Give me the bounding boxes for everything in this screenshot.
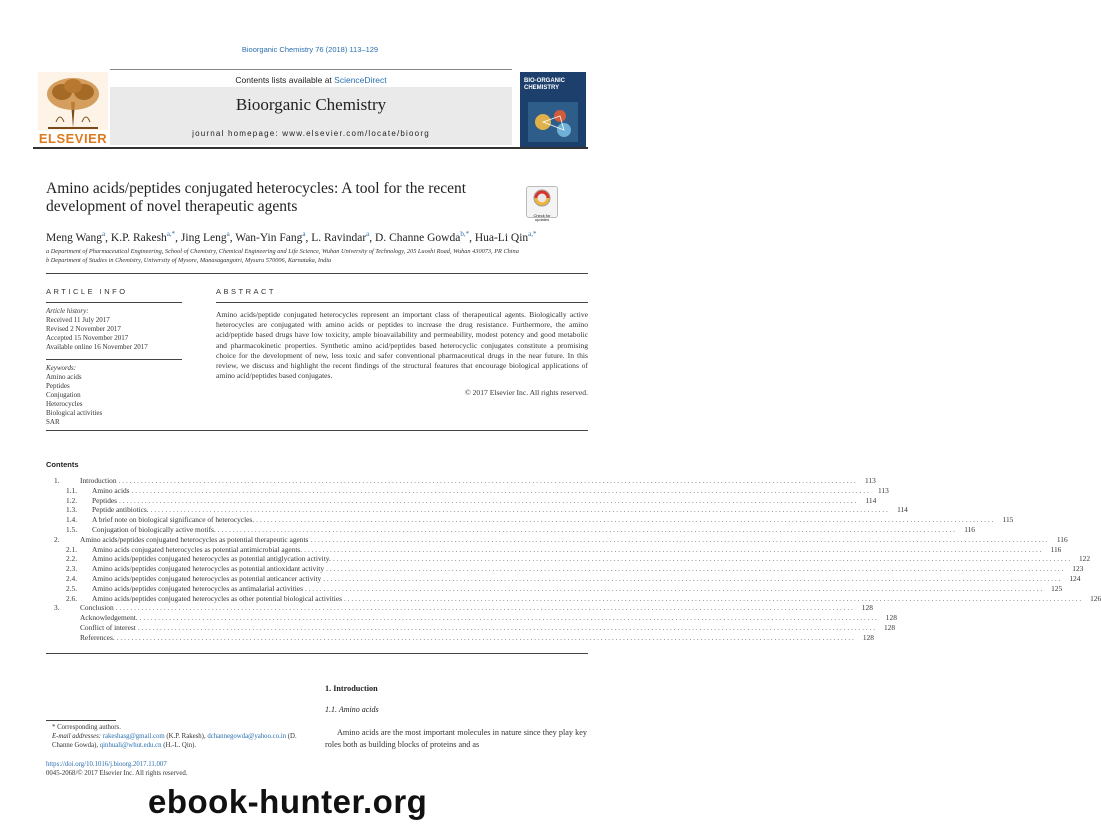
- keyword: SAR: [46, 418, 60, 426]
- toc-label: Conjugation of biologically active motifs.: [92, 524, 216, 534]
- email-label: E-mail addresses:: [52, 733, 103, 740]
- doi-block: [46, 760, 187, 778]
- toc-number: 2.1.: [66, 544, 78, 554]
- email-owner: (K.P. Rakesh),: [164, 733, 208, 740]
- toc-leader: . . . . . . . . . . . . . . . . . . . . . . . . . . . . . . . . . . . . . . . . . . . . . . . . . . . . . . . . . . . . . . . . . . . . . . . . . . . . . . . . . . . . . . . . . . . . . . . . . . . . . . . . . . . . . . . . . . . . . . . . . . . . . . . . . . . . . . . . . . . . . . . . . . . . . . . . . . . . . . . . . . . . . . . . . . . . . . . . . . . . . . . . . . . . . . . . . . . . . . . .: [119, 495, 857, 505]
- history-label: Article history:: [46, 307, 89, 315]
- toc-leader: . . . . . . . . . . . . . . . . . . . . . . . . . . . . . . . . . . . . . . . . . . . . . . . . . . . . . . . . . . . . . . . . . . . . . . . . . . . . . . . . . . . . . . . . . . . . . . . . . . . . . . . . . . . . . . . . . . . . . . . . . . . . . . . . . . . . . . . . . . . . . . . . . . . . . . . . . . . . . . . . . . . . . . . . . . . . . . . . . . . . . . . . . . . . . . . . . . . . . . . .: [137, 622, 876, 632]
- footnote-rule: [46, 720, 116, 721]
- amino-acids-subheading: 1.1. Amino acids: [325, 705, 379, 714]
- toc-leader: . . . . . . . . . . . . . . . . . . . . . . . . . . . . . . . . . . . . . . . . . . . . . . . . . . . . . . . . . . . . . . . . . . . . . . . . . . . . . . . . . . . . . . . . . . . . . . . . . . . . . . . . . . . . . . . . . . . . . . . . . . . . . . . . . . . . . . . . . . . . . . . . . . . . . . . . . . . . . . . . . . . . . . . . . . . . . . . . . . . . . . . . . . . . . . . . . . . . . . . .: [310, 534, 1048, 544]
- email-link[interactable]: dchannegowda@yahoo.co.in: [207, 733, 287, 740]
- watermark-text: ebook-hunter.org: [148, 783, 428, 820]
- issn-line: 0045-2068/© 2017 Elsevier Inc. All rights reserved.: [46, 770, 188, 777]
- toc-page-number: 128: [883, 622, 896, 632]
- keyword: Peptides: [46, 382, 70, 390]
- author-list: Meng Wang$^a$, K.P. Rakesh$^{a,*}$, Jing Leng$^a$, Wan-Yin Fang$^a$, L. Ravindar$^a$, D. Channe Gowda$^{b,*}$, Hua-Li Qin$^{a,*}$: [46, 230, 537, 244]
- footnote: [46, 723, 308, 750]
- journal-name: Bioorganic Chemistry: [235, 95, 387, 114]
- toc-leader: . . . . . . . . . . . . . . . . . . . . . . . . . . . . . . . . . . . . . . . . . . . . . . . . . . . . . . . . . . . . . . . . . . . . . . . . . . . . . . . . . . . . . . . . . . . . . . . . . . . . . . . . . . . . . . . . . . . . . . . . . . . . . . . . . . . . . . . . . . . . . . . . . . . . . . . . . . . . . . . . . . . . . . . . . . . . . . . . . . . . . . . . . . . . . . . . . . . . . . . .: [323, 573, 1061, 583]
- contents-available-line: [110, 75, 512, 85]
- toc-number: 2.5.: [66, 583, 78, 593]
- author[interactable]: Meng Wang$^a$: [46, 230, 106, 244]
- toc-number: 2.: [54, 534, 60, 544]
- crossmark-icon: [527, 187, 557, 209]
- abstract-rule: [216, 302, 588, 303]
- article-history: [46, 307, 186, 352]
- toc-label: Conclusion: [80, 603, 114, 613]
- toc-number: [54, 623, 80, 633]
- toc-label: Peptide antibiotics.: [92, 505, 149, 515]
- doi-link[interactable]: https://doi.org/10.1016/j.bioorg.2017.11.007: [46, 761, 167, 768]
- toc-entry[interactable]: [46, 603, 873, 613]
- toc-leader: . . . . . . . . . . . . . . . . . . . . . . . . . . . . . . . . . . . . . . . . . . . . . . . . . . . . . . . . . . . . . . . . . . . . . . . . . . . . . . . . . . . . . . . . . . . . . . . . . . . . . . . . . . . . . . . . . . . . . . . . . . . . . . . . . . . . . . . . . . . . . . . . . . . . . . . . . . . . . . . . . . . . . . . . . . . . . . . . . . . . . . . . . . . . . . . . . . . . . . . .: [217, 524, 955, 534]
- toc-number: 3.: [54, 603, 60, 613]
- header-top-rule: [110, 69, 512, 70]
- toc-label: A brief note on biological significance of heterocycles.: [92, 515, 255, 525]
- toc-entry[interactable]: [46, 515, 1014, 525]
- toc-entry[interactable]: [46, 485, 889, 496]
- toc-leader: . . . . . . . . . . . . . . . . . . . . . . . . . . . . . . . . . . . . . . . . . . . . . . . . . . . . . . . . . . . . . . . . . . . . . . . . . . . . . . . . . . . . . . . . . . . . . . . . . . . . . . . . . . . . . . . . . . . . . . . . . . . . . . . . . . . . . . . . . . . . . . . . . . . . . . . . . . . . . . . . . . . . . . . . . . . . . . . . . . . . . . . . . . . . . . . . . . . . . . . .: [304, 544, 1042, 554]
- abstract-copyright: © 2017 Elsevier Inc. All rights reserved.: [464, 388, 588, 397]
- abstract-text: Amino acids/peptide conjugated heterocycles represent an important class of therapeutical agents. Biologically active heterocycles are conjugated with amino acids or peptides to increase the drug resistance. Furthermore, the amino acid/peptide based drugs have low toxicity, ample bioavailability and permeability, modest potency and good metabolic and pharmacokinetic properties. Synthetic amino acid/peptides based heterocyclic conjugates constitute a promising choice for the development of new, less toxic and safer conventional pharmaceutical drugs in the near future. In this review, we discuss and highlight the recent findings of the structural features that encourage biological applications of amino acid/peptides based conjugates.: [216, 310, 588, 381]
- author[interactable]: L. Ravindar$^a$: [311, 230, 370, 244]
- sciencedirect-link[interactable]: ScienceDirect: [334, 75, 387, 85]
- keywords-label: Keywords:: [46, 364, 77, 372]
- toc-entry[interactable]: [46, 524, 975, 535]
- contents-prefix: Contents lists available at: [235, 75, 335, 85]
- toc-entry[interactable]: [46, 554, 1091, 564]
- toc-label: Acknowledgement.: [80, 613, 138, 623]
- history-revised: Revised 2 November 2017: [46, 325, 121, 333]
- keywords-rule: [46, 359, 182, 360]
- keyword: Heterocycles: [46, 400, 83, 408]
- toc-page-number: 128: [885, 613, 897, 623]
- toc-number: [54, 613, 80, 623]
- toc-leader: . . . . . . . . . . . . . . . . . . . . . . . . . . . . . . . . . . . . . . . . . . . . . . . . . . . . . . . . . . . . . . . . . . . . . . . . . . . . . . . . . . . . . . . . . . . . . . . . . . . . . . . . . . . . . . . . . . . . . . . . . . . . . . . . . . . . . . . . . . . . . . . . . . . . . . . . . . . . . . . . . . . . . . . . . . . . . . . . . . . . . . . . . . . . . . . . . . . . . . . .: [150, 505, 888, 515]
- toc-leader: . . . . . . . . . . . . . . . . . . . . . . . . . . . . . . . . . . . . . . . . . . . . . . . . . . . . . . . . . . . . . . . . . . . . . . . . . . . . . . . . . . . . . . . . . . . . . . . . . . . . . . . . . . . . . . . . . . . . . . . . . . . . . . . . . . . . . . . . . . . . . . . . . . . . . . . . . . . . . . . . . . . . . . . . . . . . . . . . . . . . . . . . . . . . . . . . . . . . . . . .: [118, 476, 856, 485]
- toc-page-number: 114: [865, 495, 877, 505]
- abstract-heading: ABSTRACT: [216, 287, 277, 296]
- toc-page-number: 123: [1072, 564, 1084, 574]
- toc-label: Amino acids/peptides conjugated heterocycles as potential therapeutic agents: [80, 534, 309, 544]
- toc-page-number: 126: [1090, 593, 1101, 603]
- toc-entry[interactable]: [46, 622, 896, 633]
- toc-number: [54, 633, 80, 643]
- author[interactable]: Jing Leng$^a$: [180, 230, 230, 244]
- keyword: Amino acids: [46, 373, 82, 381]
- toc-label: Amino acids/peptides conjugated heterocycles as potential anticancer activity: [92, 573, 322, 583]
- journal-homepage: [110, 129, 512, 138]
- toc-number: 2.4.: [66, 573, 78, 583]
- history-accepted: Accepted 15 November 2017: [46, 334, 129, 342]
- check-for-updates-button[interactable]: [526, 186, 558, 222]
- toc-number: 1.1.: [66, 485, 78, 495]
- affiliation-b: b Department of Studies in Chemistry, University of Mysore, Manasagangotri, Mysuru 570006, Karnataka, India: [46, 256, 332, 264]
- toc-label: Amino acids/peptides conjugated heterocycles as antimalarial activities: [92, 583, 303, 593]
- toc-label: Amino acids: [92, 485, 130, 495]
- toc-label: Introduction: [80, 476, 117, 485]
- toc-label: Amino acids/peptides conjugated heterocycles as potential antiglycation activity.: [92, 554, 331, 564]
- toc-entry[interactable]: [46, 544, 1062, 555]
- keyword: Biological activities: [46, 409, 103, 417]
- affiliation-rule: [46, 273, 588, 274]
- toc-entry[interactable]: [46, 505, 908, 515]
- keywords: [46, 364, 186, 427]
- introduction-paragraph: Amino acids are the most important molecules in nature since they play key roles both as building blocks of proteins and as: [325, 728, 587, 749]
- toc-page-number: 125: [1051, 583, 1063, 593]
- history-received: Received 11 July 2017: [46, 316, 110, 324]
- email-addresses: [46, 732, 308, 750]
- publisher-logo-text: ELSEVIER: [38, 131, 108, 146]
- toc-page-number: 122: [1078, 554, 1091, 564]
- toc-leader: . . . . . . . . . . . . . . . . . . . . . . . . . . . . . . . . . . . . . . . . . . . . . . . . . . . . . . . . . . . . . . . . . . . . . . . . . . . . . . . . . . . . . . . . . . . . . . . . . . . . . . . . . . . . . . . . . . . . . . . . . . . . . . . . . . . . . . . . . . . . . . . . . . . . . . . . . . . . . . . . . . . . . . . . . . . . . . . . . . . . . . . . . . . . . . . . . . . . . . . .: [116, 632, 854, 642]
- journal-cover-image[interactable]: [520, 72, 586, 148]
- toc-leader: . . . . . . . . . . . . . . . . . . . . . . . . . . . . . . . . . . . . . . . . . . . . . . . . . . . . . . . . . . . . . . . . . . . . . . . . . . . . . . . . . . . . . . . . . . . . . . . . . . . . . . . . . . . . . . . . . . . . . . . . . . . . . . . . . . . . . . . . . . . . . . . . . . . . . . . . . . . . . . . . . . . . . . . . . . . . . . . . . . . . . . . . . . . . . . . . . . . . . . . .: [139, 613, 877, 623]
- author[interactable]: Hua-Li Qin$^{a,*}$: [474, 230, 537, 244]
- affiliation-a: a Department of Pharmaceutical Engineering, School of Chemistry, Chemical Engineering and Life Science, Wuhan University of Technology, 205 Luoshi Road, Wuhan 430073, PR China: [46, 248, 519, 255]
- article-info-heading: ARTICLE INFO: [46, 287, 128, 296]
- toc-number: 2.2.: [66, 554, 78, 564]
- toc-entry[interactable]: [46, 534, 1068, 545]
- toc-entry[interactable]: [46, 476, 876, 486]
- toc-page-number: 114: [897, 505, 908, 515]
- toc-number: 1.: [54, 476, 60, 485]
- article-title: Amino acids/peptides conjugated heterocycles: A tool for the recent development of novel therapeutic agents: [46, 180, 467, 215]
- toc-entry[interactable]: [46, 564, 1084, 574]
- toc-entry[interactable]: [46, 495, 877, 506]
- toc-entry[interactable]: [46, 613, 897, 623]
- keyword: Conjugation: [46, 391, 81, 399]
- toc-leader: . . . . . . . . . . . . . . . . . . . . . . . . . . . . . . . . . . . . . . . . . . . . . . . . . . . . . . . . . . . . . . . . . . . . . . . . . . . . . . . . . . . . . . . . . . . . . . . . . . . . . . . . . . . . . . . . . . . . . . . . . . . . . . . . . . . . . . . . . . . . . . . . . . . . . . . . . . . . . . . . . . . . . . . . . . . . . . . . . . . . . . . . . . . . . . . . . . . . . . . .: [343, 593, 1082, 603]
- toc-number: 2.3.: [66, 564, 78, 574]
- toc-leader: . . . . . . . . . . . . . . . . . . . . . . . . . . . . . . . . . . . . . . . . . . . . . . . . . . . . . . . . . . . . . . . . . . . . . . . . . . . . . . . . . . . . . . . . . . . . . . . . . . . . . . . . . . . . . . . . . . . . . . . . . . . . . . . . . . . . . . . . . . . . . . . . . . . . . . . . . . . . . . . . . . . . . . . . . . . . . . . . . . . . . . . . . . . . . . . . . . . . . . . .: [131, 485, 869, 495]
- toc-entry[interactable]: [46, 583, 1063, 594]
- toc-page-number: 113: [877, 485, 889, 495]
- article-info-rule: [46, 302, 182, 303]
- toc-leader: . . . . . . . . . . . . . . . . . . . . . . . . . . . . . . . . . . . . . . . . . . . . . . . . . . . . . . . . . . . . . . . . . . . . . . . . . . . . . . . . . . . . . . . . . . . . . . . . . . . . . . . . . . . . . . . . . . . . . . . . . . . . . . . . . . . . . . . . . . . . . . . . . . . . . . . . . . . . . . . . . . . . . . . . . . . . . . . . . . . . . . . . . . . . . . . . . . . . . . . .: [256, 515, 994, 525]
- toc-label: Amino acids conjugated heterocycles as potential antimicrobial agents.: [92, 544, 303, 554]
- email-link[interactable]: rakeshasg@gmail.com: [102, 733, 165, 740]
- email-link[interactable]: qinhuali@whut.edu.cn: [99, 742, 162, 749]
- author[interactable]: Wan-Yin Fang$^a$: [235, 230, 306, 244]
- toc-label: Conflict of interest: [80, 622, 136, 632]
- author[interactable]: K.P. Rakesh$^{a,*}$: [110, 230, 176, 244]
- email-owner: (D. Channe Gowda),: [52, 733, 297, 749]
- contents-bottom-rule: [46, 653, 588, 654]
- author[interactable]: D. Channe Gowda$^{b,*}$: [375, 230, 470, 244]
- header-bottom-rule: [33, 147, 588, 149]
- toc-page-number: 116: [1050, 544, 1062, 554]
- corresponding-authors: * Corresponding authors.: [52, 724, 121, 731]
- toc-entry[interactable]: [46, 593, 1101, 604]
- toc-number: 1.2.: [66, 495, 78, 505]
- contents-heading: Contents: [46, 460, 79, 469]
- abstract-bottom-rule: [46, 430, 588, 431]
- toc-page-number: 116: [1056, 534, 1068, 544]
- email-owner: (H.-L. Qin).: [161, 742, 197, 749]
- toc-number: 2.6.: [66, 593, 78, 603]
- toc-label: Amino acids/peptides conjugated heterocycles as potential antioxidant activity: [92, 564, 325, 574]
- homepage-url-link[interactable]: www.elsevier.com/locate/bioorg: [282, 129, 430, 138]
- toc-label: Peptides: [92, 495, 118, 505]
- affiliations: [46, 248, 601, 265]
- table-of-contents: [46, 476, 1101, 643]
- journal-reference[interactable]: Bioorganic Chemistry 76 (2018) 113–129: [241, 45, 379, 54]
- cover-art-icon: [528, 102, 578, 142]
- toc-leader: . . . . . . . . . . . . . . . . . . . . . . . . . . . . . . . . . . . . . . . . . . . . . . . . . . . . . . . . . . . . . . . . . . . . . . . . . . . . . . . . . . . . . . . . . . . . . . . . . . . . . . . . . . . . . . . . . . . . . . . . . . . . . . . . . . . . . . . . . . . . . . . . . . . . . . . . . . . . . . . . . . . . . . . . . . . . . . . . . . . . . . . . . . . . . . . . . . . . . . . .: [332, 554, 1071, 564]
- toc-leader: . . . . . . . . . . . . . . . . . . . . . . . . . . . . . . . . . . . . . . . . . . . . . . . . . . . . . . . . . . . . . . . . . . . . . . . . . . . . . . . . . . . . . . . . . . . . . . . . . . . . . . . . . . . . . . . . . . . . . . . . . . . . . . . . . . . . . . . . . . . . . . . . . . . . . . . . . . . . . . . . . . . . . . . . . . . . . . . . . . . . . . . . . . . . . . . . . . . . . . . .: [326, 564, 1064, 574]
- toc-page-number: 116: [964, 524, 975, 534]
- toc-leader: . . . . . . . . . . . . . . . . . . . . . . . . . . . . . . . . . . . . . . . . . . . . . . . . . . . . . . . . . . . . . . . . . . . . . . . . . . . . . . . . . . . . . . . . . . . . . . . . . . . . . . . . . . . . . . . . . . . . . . . . . . . . . . . . . . . . . . . . . . . . . . . . . . . . . . . . . . . . . . . . . . . . . . . . . . . . . . . . . . . . . . . . . . . . . . . . . . . . . . . .: [304, 583, 1043, 593]
- toc-label: References.: [80, 632, 115, 642]
- cover-title: BIO-ORGANIC CHEMISTRY: [524, 78, 565, 91]
- toc-page-number: 128: [861, 603, 873, 613]
- toc-page-number: 128: [862, 632, 874, 642]
- toc-page-number: 113: [864, 476, 876, 485]
- toc-page-number: 115: [1002, 515, 1014, 525]
- toc-leader: . . . . . . . . . . . . . . . . . . . . . . . . . . . . . . . . . . . . . . . . . . . . . . . . . . . . . . . . . . . . . . . . . . . . . . . . . . . . . . . . . . . . . . . . . . . . . . . . . . . . . . . . . . . . . . . . . . . . . . . . . . . . . . . . . . . . . . . . . . . . . . . . . . . . . . . . . . . . . . . . . . . . . . . . . . . . . . . . . . . . . . . . . . . . . . . . . . . . . . . .: [115, 603, 853, 613]
- toc-page-number: 124: [1069, 573, 1081, 583]
- introduction-heading: 1. Introduction: [325, 684, 378, 693]
- history-online: Available online 16 November 2017: [46, 343, 148, 351]
- toc-number: 1.5.: [66, 524, 78, 534]
- toc-number: 1.4.: [66, 515, 78, 525]
- toc-number: 1.3.: [66, 505, 78, 515]
- toc-entry[interactable]: [46, 573, 1081, 584]
- crossmark-label: Check for updates: [533, 213, 551, 222]
- homepage-prefix: journal homepage:: [192, 129, 283, 138]
- toc-entry[interactable]: [46, 632, 874, 643]
- toc-label: Amino acids/peptides conjugated heterocycles as other potential biological activities: [92, 593, 342, 603]
